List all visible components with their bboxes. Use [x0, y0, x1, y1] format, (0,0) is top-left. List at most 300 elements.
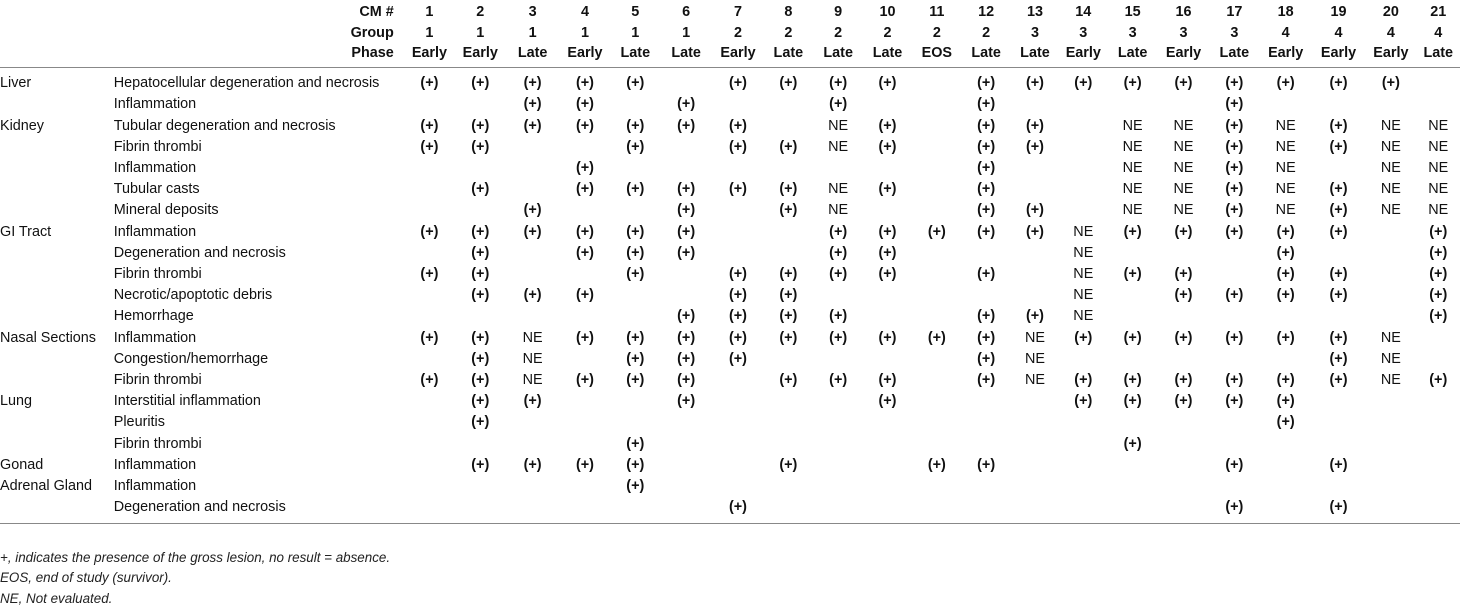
result-cell	[1059, 116, 1107, 137]
table-row	[0, 158, 1460, 179]
result-cell: (+)	[677, 223, 696, 240]
result-cell: (+)	[779, 287, 798, 304]
result-cell	[713, 455, 763, 476]
result-cell: (+)	[626, 371, 645, 388]
result-cell: (+)	[523, 75, 542, 92]
result-cell: (+)	[677, 181, 696, 198]
result-cell: (+)	[1276, 244, 1295, 261]
result-cell: (+)	[1329, 75, 1348, 92]
header-cm-cell: 18	[1277, 4, 1294, 20]
result-cell	[1365, 455, 1416, 476]
header-phase-cell: Early	[1312, 43, 1365, 67]
result-cell	[713, 476, 763, 497]
result-cell: NE	[828, 117, 849, 134]
header-cm-cell: 19	[1330, 4, 1347, 20]
result-cell	[1011, 94, 1059, 115]
result-cell: NE	[1024, 371, 1045, 388]
result-cell	[1260, 434, 1312, 455]
result-cell: (+)	[1225, 75, 1244, 92]
result-cell	[405, 94, 454, 115]
result-cell: (+)	[1074, 329, 1093, 346]
result-cell	[1011, 497, 1059, 524]
result-cell	[405, 349, 454, 370]
result-cell: (+)	[1329, 350, 1348, 367]
table-footnotes	[0, 548, 390, 609]
result-cell: (+)	[420, 138, 439, 155]
result-cell: NE	[1122, 202, 1143, 219]
result-cell	[961, 243, 1010, 264]
result-cell	[1417, 328, 1460, 349]
result-cell: (+)	[927, 456, 946, 473]
table-row	[0, 68, 1460, 95]
result-cell	[1059, 412, 1107, 433]
result-cell	[814, 455, 863, 476]
result-cell: (+)	[878, 329, 897, 346]
result-cell: (+)	[977, 138, 996, 155]
result-cell: (+)	[626, 350, 645, 367]
result-cell: (+)	[575, 223, 594, 240]
result-cell: NE	[1173, 159, 1194, 176]
result-cell: (+)	[523, 456, 542, 473]
result-cell: (+)	[626, 117, 645, 134]
result-cell	[1260, 306, 1312, 327]
header-phase-cell: Late	[611, 43, 659, 67]
result-cell	[454, 306, 506, 327]
result-cell: (+)	[1225, 96, 1244, 113]
header-phase-cell: EOS	[912, 43, 961, 67]
result-cell	[814, 412, 863, 433]
result-cell	[1011, 264, 1059, 285]
result-cell: (+)	[420, 117, 439, 134]
result-cell: NE	[1173, 138, 1194, 155]
result-cell	[1059, 94, 1107, 115]
result-cell	[713, 200, 763, 221]
table-row	[0, 370, 1460, 391]
header-group-cell: 2	[733, 24, 742, 41]
table-row	[0, 328, 1460, 349]
result-cell	[713, 370, 763, 391]
result-cell: (+)	[829, 75, 848, 92]
result-cell: (+)	[927, 223, 946, 240]
result-cell	[1011, 476, 1059, 497]
header-cm-cell: 14	[1075, 4, 1092, 20]
result-cell	[1107, 412, 1157, 433]
result-cell	[405, 412, 454, 433]
result-cell: NE	[1275, 181, 1296, 198]
result-cell: (+)	[471, 456, 490, 473]
lesion-cell: Mineral deposits	[113, 202, 219, 219]
result-cell: NE	[1173, 181, 1194, 198]
result-cell: NE	[1122, 159, 1143, 176]
table-header	[0, 0, 1460, 68]
header-cm-cell: 5	[631, 4, 640, 20]
result-cell	[1158, 94, 1209, 115]
result-cell: (+)	[677, 371, 696, 388]
result-cell: (+)	[977, 117, 996, 134]
header-phase-cell: Early	[559, 43, 611, 67]
result-cell: (+)	[471, 117, 490, 134]
result-cell	[1365, 412, 1416, 433]
result-cell: (+)	[779, 75, 798, 92]
header-phase-cell: Late	[1011, 43, 1059, 67]
organ-cell	[0, 497, 114, 524]
result-cell	[1107, 243, 1157, 264]
header-phase-cell: Early	[454, 43, 506, 67]
organ-cell: GI Tract	[0, 223, 52, 240]
header-cm-cell: 1	[425, 4, 434, 20]
result-cell	[912, 349, 961, 370]
result-cell: (+)	[471, 181, 490, 198]
result-cell	[713, 391, 763, 412]
result-cell: (+)	[1329, 181, 1348, 198]
result-cell: (+)	[829, 265, 848, 282]
result-cell	[863, 349, 912, 370]
result-cell	[1312, 158, 1365, 179]
result-cell	[1107, 476, 1157, 497]
header-group-cell: 4	[1334, 24, 1343, 41]
result-cell: (+)	[779, 308, 798, 325]
result-cell: (+)	[677, 393, 696, 410]
organ-cell	[0, 200, 114, 221]
result-cell	[912, 243, 961, 264]
result-cell: (+)	[977, 308, 996, 325]
result-cell	[912, 68, 961, 95]
result-cell	[559, 476, 611, 497]
result-cell	[559, 349, 611, 370]
result-cell	[912, 285, 961, 306]
table-row	[0, 391, 1460, 412]
result-cell	[863, 158, 912, 179]
result-cell: (+)	[575, 244, 594, 261]
organ-cell: Lung	[0, 393, 33, 410]
result-cell	[1417, 94, 1460, 115]
result-cell: (+)	[1025, 75, 1044, 92]
result-cell	[1209, 264, 1259, 285]
result-cell: (+)	[728, 350, 747, 367]
header-cm-cell: 7	[733, 4, 742, 20]
result-cell	[961, 412, 1010, 433]
result-cell	[1365, 285, 1416, 306]
result-cell	[559, 137, 611, 158]
header-phase-cell: Early	[405, 43, 454, 67]
result-cell: (+)	[829, 96, 848, 113]
result-cell	[659, 68, 712, 95]
header-label-phase: Phase	[0, 43, 405, 67]
organ-cell: Nasal Sections	[0, 329, 96, 346]
result-cell	[814, 285, 863, 306]
result-cell	[611, 391, 659, 412]
lesion-cell: Degeneration and necrosis	[114, 497, 405, 524]
result-cell	[863, 306, 912, 327]
result-cell: (+)	[626, 477, 645, 494]
header-group-cell: 4	[1434, 24, 1443, 41]
result-cell	[506, 158, 558, 179]
result-cell	[1158, 243, 1209, 264]
result-cell	[405, 455, 454, 476]
result-cell: (+)	[1174, 371, 1193, 388]
lesion-cell: Interstitial inflammation	[113, 393, 261, 410]
header-group-cell: 2	[883, 24, 892, 41]
result-cell	[559, 264, 611, 285]
header-group-cell: 3	[1079, 24, 1088, 41]
result-cell: (+)	[626, 265, 645, 282]
result-cell: (+)	[523, 117, 542, 134]
result-cell	[1260, 455, 1312, 476]
result-cell	[1107, 306, 1157, 327]
result-cell: (+)	[728, 117, 747, 134]
result-cell: NE	[1275, 117, 1296, 134]
result-cell	[1059, 476, 1107, 497]
result-cell: (+)	[1074, 75, 1093, 92]
result-cell: (+)	[626, 181, 645, 198]
result-cell	[912, 116, 961, 137]
result-cell: NE	[1275, 159, 1296, 176]
result-cell	[405, 200, 454, 221]
result-cell	[1059, 434, 1107, 455]
table-row	[0, 455, 1460, 476]
header-cm-cell: 12	[978, 4, 995, 20]
result-cell: (+)	[1225, 456, 1244, 473]
result-cell	[1365, 222, 1416, 243]
result-cell: NE	[1275, 202, 1296, 219]
result-cell	[863, 200, 912, 221]
result-cell: (+)	[1025, 223, 1044, 240]
result-cell: (+)	[575, 181, 594, 198]
result-cell: (+)	[1123, 329, 1142, 346]
result-cell: (+)	[829, 223, 848, 240]
header-group-cell: 2	[784, 24, 793, 41]
result-cell: (+)	[471, 223, 490, 240]
header-phase-cell: Late	[506, 43, 558, 67]
result-cell: NE	[828, 202, 849, 219]
result-cell	[763, 243, 813, 264]
result-cell	[1417, 68, 1460, 95]
result-cell	[1011, 179, 1059, 200]
header-phase-cell: Early	[1059, 43, 1107, 67]
header-group-cell: 3	[1230, 24, 1239, 41]
result-cell	[1417, 455, 1460, 476]
lesion-cell: Inflammation	[113, 477, 197, 494]
result-cell: (+)	[626, 75, 645, 92]
result-cell	[763, 497, 813, 524]
table-row	[0, 179, 1460, 200]
table-row	[0, 306, 1460, 327]
result-cell	[1312, 391, 1365, 412]
lesion-cell: Inflammation	[113, 456, 197, 473]
result-cell	[863, 476, 912, 497]
result-cell	[713, 222, 763, 243]
result-cell: (+)	[471, 393, 490, 410]
result-cell: (+)	[1276, 414, 1295, 431]
header-cm-cell: 16	[1175, 4, 1192, 20]
result-cell	[961, 391, 1010, 412]
result-cell: (+)	[1429, 287, 1448, 304]
result-cell	[814, 476, 863, 497]
result-cell: (+)	[1276, 75, 1295, 92]
result-cell: (+)	[1329, 223, 1348, 240]
result-cell	[1158, 306, 1209, 327]
result-cell: (+)	[1225, 202, 1244, 219]
result-cell	[1107, 94, 1157, 115]
result-cell: (+)	[1225, 138, 1244, 155]
result-cell	[1417, 476, 1460, 497]
result-cell: (+)	[1329, 265, 1348, 282]
result-cell: (+)	[1381, 75, 1400, 92]
result-cell	[611, 497, 659, 524]
result-cell: (+)	[977, 456, 996, 473]
result-cell	[559, 391, 611, 412]
result-cell: (+)	[523, 223, 542, 240]
header-cm-cell: 15	[1124, 4, 1141, 20]
lesion-cell: Tubular degeneration and necrosis	[113, 117, 336, 134]
result-cell	[506, 179, 558, 200]
result-cell: (+)	[1225, 287, 1244, 304]
result-cell: (+)	[1329, 117, 1348, 134]
result-cell: (+)	[677, 117, 696, 134]
result-cell: (+)	[1225, 223, 1244, 240]
result-cell: (+)	[977, 96, 996, 113]
result-cell: NE	[1428, 138, 1449, 155]
organ-cell	[0, 264, 114, 285]
result-cell	[863, 285, 912, 306]
result-cell: (+)	[1123, 223, 1142, 240]
footnote: +, indicates the presence of the gross lesion, no result = absence.	[0, 550, 391, 565]
result-cell	[659, 412, 712, 433]
result-cell	[1312, 94, 1365, 115]
result-cell: NE	[1073, 223, 1094, 240]
organ-cell	[0, 434, 114, 455]
result-cell	[763, 476, 813, 497]
result-cell: (+)	[1429, 371, 1448, 388]
result-cell	[1365, 434, 1416, 455]
result-cell	[1417, 349, 1460, 370]
result-cell	[506, 243, 558, 264]
result-cell: (+)	[626, 244, 645, 261]
table-row	[0, 200, 1460, 221]
result-cell	[912, 476, 961, 497]
result-cell: (+)	[1225, 181, 1244, 198]
result-cell: (+)	[1276, 329, 1295, 346]
result-cell	[763, 434, 813, 455]
header-group-cell: 3	[1179, 24, 1188, 41]
result-cell: (+)	[575, 159, 594, 176]
result-cell: (+)	[523, 393, 542, 410]
result-cell: (+)	[878, 393, 897, 410]
result-cell: NE	[1275, 138, 1296, 155]
result-cell: (+)	[420, 329, 439, 346]
result-cell	[1417, 434, 1460, 455]
header-cm-cell: 20	[1382, 4, 1399, 20]
result-cell: (+)	[779, 371, 798, 388]
result-cell	[1209, 349, 1259, 370]
result-cell: (+)	[927, 329, 946, 346]
result-cell	[1059, 179, 1107, 200]
result-cell: (+)	[1225, 393, 1244, 410]
result-cell: (+)	[1225, 159, 1244, 176]
result-cell: (+)	[626, 223, 645, 240]
result-cell	[659, 285, 712, 306]
result-cell	[1158, 497, 1209, 524]
organ-cell	[0, 349, 114, 370]
header-cm-cell: 17	[1226, 4, 1243, 20]
result-cell	[1158, 349, 1209, 370]
result-cell: NE	[522, 350, 543, 367]
result-cell	[659, 137, 712, 158]
lesion-cell: Degeneration and necrosis	[113, 244, 286, 261]
result-cell: NE	[1024, 329, 1045, 346]
result-cell: (+)	[779, 181, 798, 198]
organ-cell	[0, 243, 114, 264]
table-body	[0, 68, 1460, 524]
table-row	[0, 349, 1460, 370]
result-cell	[1107, 285, 1157, 306]
result-cell	[763, 349, 813, 370]
organ-cell	[0, 412, 114, 433]
result-cell	[1107, 497, 1157, 524]
result-cell	[1209, 243, 1259, 264]
result-cell: (+)	[575, 456, 594, 473]
result-cell: (+)	[1329, 456, 1348, 473]
result-cell	[1365, 264, 1416, 285]
header-phase-cell: Late	[961, 43, 1010, 67]
header-group-cell: 3	[1030, 24, 1039, 41]
result-cell	[1312, 434, 1365, 455]
result-cell: NE	[1380, 117, 1401, 134]
result-cell	[405, 285, 454, 306]
result-cell: (+)	[1429, 223, 1448, 240]
result-cell: NE	[1380, 159, 1401, 176]
result-cell	[506, 476, 558, 497]
result-cell: (+)	[728, 138, 747, 155]
header-group-cell: 4	[1281, 24, 1290, 41]
result-cell: (+)	[1312, 497, 1365, 524]
table-row	[0, 243, 1460, 264]
result-cell: (+)	[471, 75, 490, 92]
header-phase-cell: Early	[1158, 43, 1209, 67]
organ-cell	[0, 94, 114, 115]
result-cell	[405, 179, 454, 200]
result-cell	[763, 391, 813, 412]
result-cell: NE	[1380, 371, 1401, 388]
result-cell: (+)	[1276, 287, 1295, 304]
lesion-cell: Fibrin thrombi	[113, 371, 202, 388]
organ-cell	[0, 285, 114, 306]
header-cm-cell: 3	[528, 4, 537, 20]
result-cell	[814, 158, 863, 179]
lesion-cell: Inflammation	[113, 96, 197, 113]
result-cell	[506, 412, 558, 433]
result-cell	[912, 137, 961, 158]
result-cell: (+)	[977, 265, 996, 282]
result-cell	[659, 476, 712, 497]
header-cm-cell: 6	[682, 4, 691, 20]
result-cell: (+)	[1123, 75, 1142, 92]
result-cell: (+)	[1209, 497, 1259, 524]
result-cell: (+)	[779, 329, 798, 346]
result-cell: (+)	[829, 244, 848, 261]
result-cell: NE	[1122, 117, 1143, 134]
result-cell: (+)	[677, 96, 696, 113]
lesion-cell: Hemorrhage	[113, 308, 194, 325]
result-cell: (+)	[575, 329, 594, 346]
result-cell: (+)	[1329, 329, 1348, 346]
lesion-cell: Fibrin thrombi	[113, 138, 202, 155]
result-cell: (+)	[977, 223, 996, 240]
result-cell	[1107, 349, 1157, 370]
result-cell: (+)	[1174, 329, 1193, 346]
result-cell	[1365, 306, 1416, 327]
result-cell: (+)	[1225, 329, 1244, 346]
